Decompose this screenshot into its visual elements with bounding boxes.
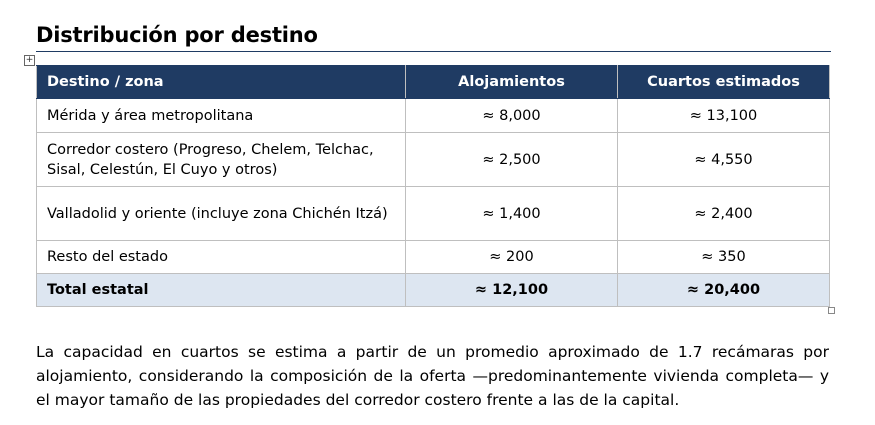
cell-cuartos: ≈ 350 bbox=[618, 241, 830, 274]
cell-total-destino: Total estatal bbox=[37, 274, 406, 307]
header-cuartos: Cuartos estimados bbox=[618, 66, 830, 99]
table-header-row bbox=[37, 66, 830, 99]
cell-alojamientos: ≈ 1,400 bbox=[406, 187, 618, 241]
table-total-row bbox=[37, 274, 830, 307]
cell-alojamientos: ≈ 8,000 bbox=[406, 99, 618, 133]
cell-cuartos: ≈ 4,550 bbox=[618, 133, 830, 187]
explanatory-paragraph: La capacidad en cuartos se estima a partir de un promedio aproximado de 1.7 recámaras por alojamiento, considerando la composición de la oferta —predominantemente vivienda completa— y el mayor tamaño de las propiedades del corredor costero frente a las de la capital. bbox=[36, 343, 829, 409]
header-alojamientos: Alojamientos bbox=[406, 66, 618, 99]
cell-cuartos: ≈ 2,400 bbox=[618, 187, 830, 241]
table-row bbox=[37, 241, 830, 274]
cell-destino: Mérida y área metropolitana bbox=[37, 99, 406, 133]
cell-destino: Valladolid y oriente (incluye zona Chichén Itzá) bbox=[37, 187, 406, 241]
table-row bbox=[37, 99, 830, 133]
cell-destino: Resto del estado bbox=[37, 241, 406, 274]
header-destino: Destino / zona bbox=[37, 66, 406, 99]
table-row bbox=[37, 133, 830, 187]
cell-alojamientos: ≈ 200 bbox=[406, 241, 618, 274]
cell-alojamientos: ≈ 2,500 bbox=[406, 133, 618, 187]
cell-cuartos: ≈ 13,100 bbox=[618, 99, 830, 133]
cell-total-cuartos: ≈ 20,400 bbox=[618, 274, 830, 307]
heading-underline bbox=[36, 51, 831, 52]
table-row bbox=[37, 187, 830, 241]
cell-destino: Corredor costero (Progreso, Chelem, Telchac, Sisal, Celestún, El Cuyo y otros) bbox=[37, 133, 406, 187]
distribution-table bbox=[36, 65, 830, 307]
section-title: Distribución por destino bbox=[36, 23, 318, 47]
table-move-handle-icon[interactable]: + bbox=[25, 55, 34, 65]
cell-total-alojamientos: ≈ 12,100 bbox=[406, 274, 618, 307]
table-resize-handle-icon[interactable] bbox=[828, 307, 835, 314]
